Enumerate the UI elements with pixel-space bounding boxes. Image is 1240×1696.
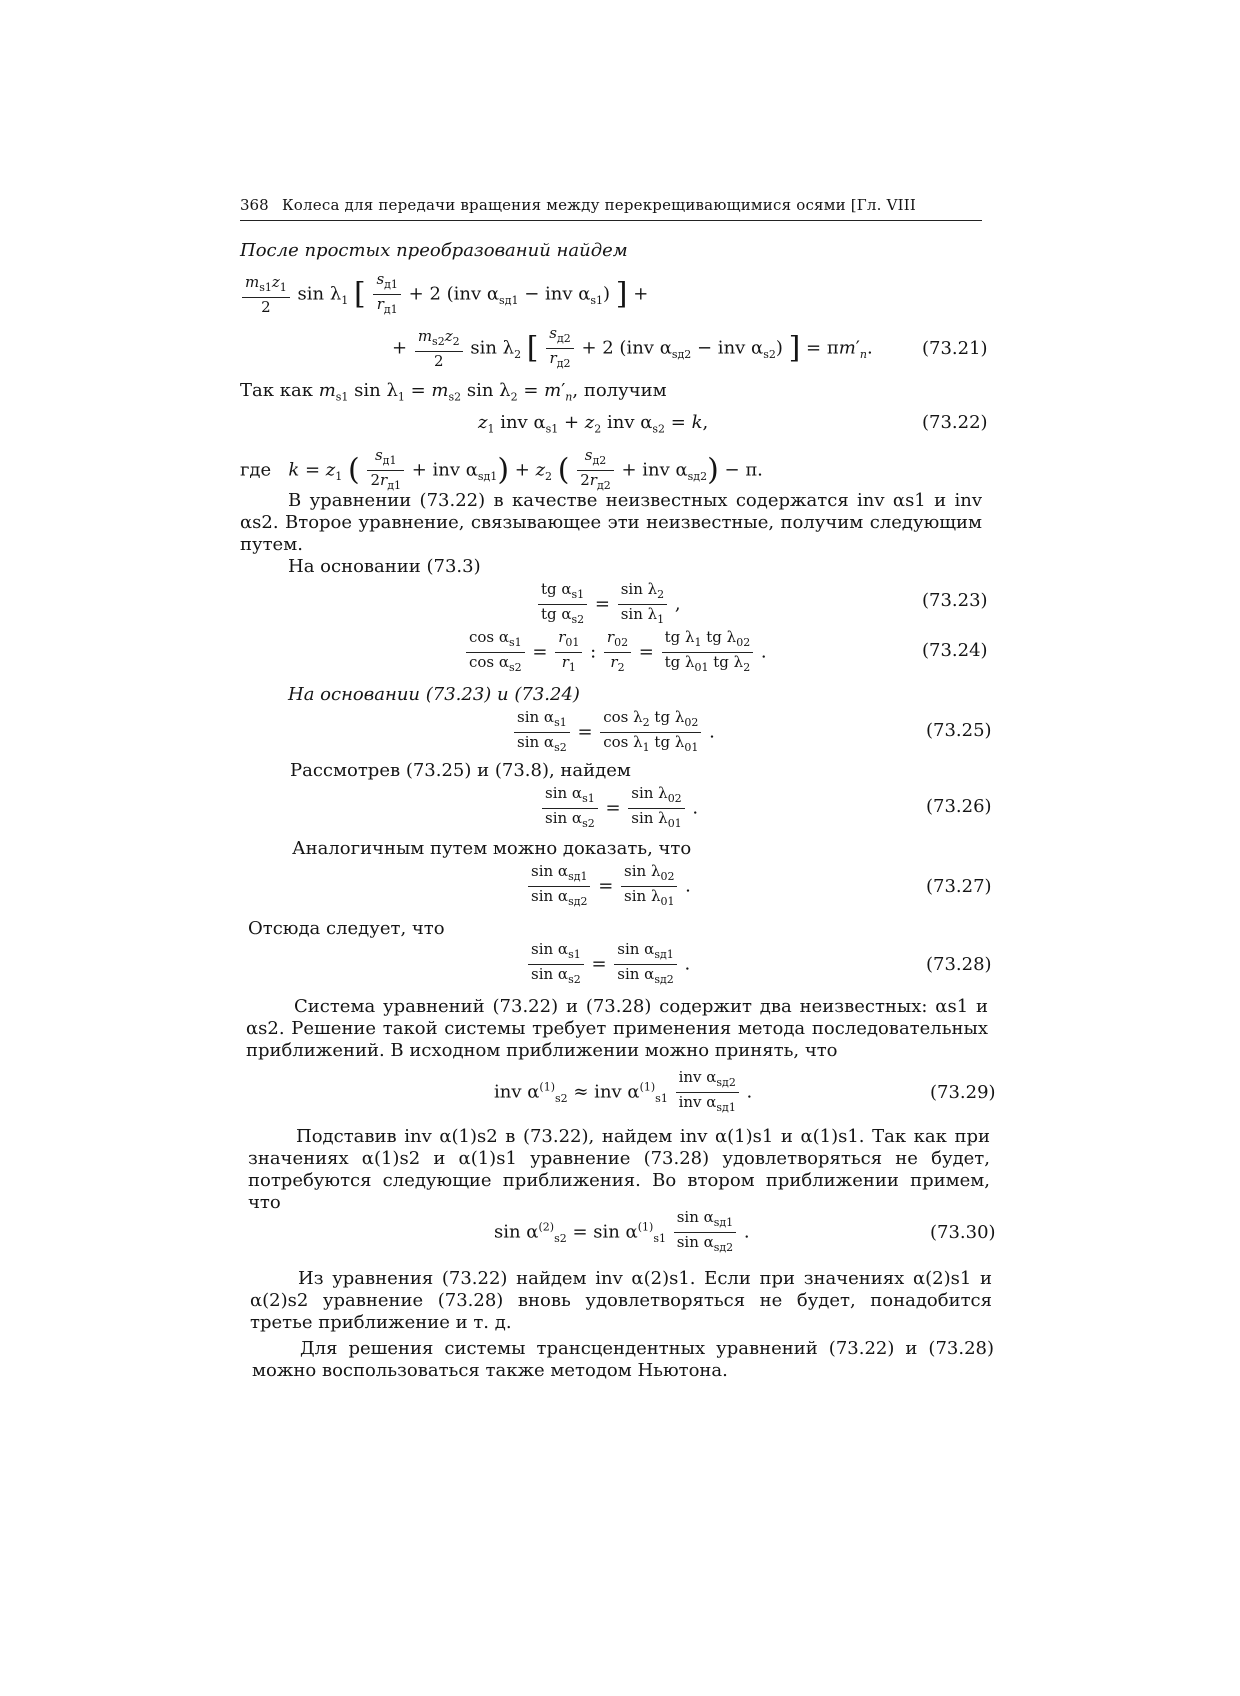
since-word: Так как: [240, 380, 313, 401]
running-title: Колеса для передачи вращения между перекрещивающимися осями [Гл. VIII: [282, 196, 916, 214]
paragraph-3: Подставив inv α(1)s2 в (73.22), найдем inv α(1)s1 и α(1)s1. Так как при значениях α(1)s2 и α(1)s1 уравнение (73.28) удовлетворяться не будет, потребуются следующие приближения. Во втором приближении примем, что: [248, 1126, 990, 1213]
equation-73-28: $\frac{\sin \alpha_{s1}}{\sin \alpha_{s2}}$ = $\frac{\sin \alpha_{sд1}}{\sin \alpha_{sд2}}$ .: [526, 940, 690, 989]
equation-number-73-25: (73.25): [926, 720, 992, 741]
equation-73-22: $z_1$ inv $\alpha_{s1} + z_2$ inv $\alpha_{s2} = k$,: [478, 412, 709, 436]
paragraph-5: Для решения системы трансцендентных уравнений (73.22) и (73.28) можно воспользоваться также методом Ньютона.: [252, 1338, 994, 1381]
equation-73-27: $\frac{\sin \alpha_{sд1}}{\sin \alpha_{sд2}}$ = $\frac{\sin \lambda_{02}}{\sin \lambda_{01}}$ .: [526, 862, 691, 911]
basis-1: На основании (73.3): [288, 556, 481, 577]
running-header: [240, 194, 982, 221]
equation-73-29: inv $\alpha^{(1)}_{s2}$ ≈ inv $\alpha^{(1)}_{s1}$ $\frac{inv \alpha_{sд2}}{inv \alpha_{sд1}}$ .: [494, 1068, 753, 1114]
hence-text: Отсюда следует, что: [248, 918, 445, 939]
equation-number-73-22: (73.22): [922, 412, 988, 433]
paragraph-2: Система уравнений (73.22) и (73.28) содержит два неизвестных: αs1 и αs2. Решение такой системы требует применения метода последовательных приближений. В исходном приближении можно принять, что: [246, 996, 988, 1061]
equation-73-26: $\frac{\sin \alpha_{s1}}{\sin \alpha_{s2}}$ = $\frac{\sin \lambda_{02}}{\sin \lambda_{01}}$ .: [540, 784, 698, 833]
paragraph-4: Из уравнения (73.22) найдем inv α(2)s1. Если при значениях α(2)s1 и α(2)s2 уравнение (73.28) вновь удовлетворяться не будет, понадобится третье приближение и т. д.: [250, 1268, 992, 1333]
equation-73-25: $\frac{\sin \alpha_{s1}}{\sin \alpha_{s2}}$ = $\frac{\cos \lambda_2 tg \lambda_{02}}{\cos \lambda_1 tg \lambda_{01}}$ .: [512, 708, 715, 757]
page-number: 368: [240, 196, 269, 214]
equation-73-30: $\sin \alpha^{(2)}_{s2} = \sin \alpha^{(1)}_{s1}$ $\frac{\sin \alpha_{sд1}}{\sin \alpha_{sд2}}$ .: [494, 1208, 750, 1254]
since-line: Так как $m_{s1}$ $\sin \lambda_1 = m_{s2}$ $\sin \lambda_2 = m'_n$, получим: [240, 380, 667, 404]
where-word: где: [240, 459, 272, 481]
similarly-text: Аналогичным путем можно доказать, что: [292, 838, 692, 859]
equation-number-73-27: (73.27): [926, 876, 992, 897]
basis-2: На основании (73.23) и (73.24): [288, 684, 580, 705]
intro-text: После простых преобразований найдем: [240, 240, 628, 261]
equation-number-73-21: (73.21): [922, 338, 988, 359]
equation-number-73-30: (73.30): [930, 1222, 996, 1243]
equation-number-73-24: (73.24): [922, 640, 988, 661]
equation-number-73-26: (73.26): [926, 796, 992, 817]
equation-73-21-line1: $\frac{m_{s1}z_1}{2}$ $\sin \lambda_1$ [ $\frac{s_{д1}}{r_{д1}}$ + 2 (inv $\alpha_{sд1}$ − inv $\alpha_{s1}$) ] +: [240, 270, 648, 319]
equation-number-73-23: (73.23): [922, 590, 988, 611]
equation-number-73-29: (73.29): [930, 1082, 996, 1103]
equation-73-23: $\frac{tg \alpha_{s1}}{tg \alpha_{s2}}$ = $\frac{\sin \lambda_2}{\sin \lambda_1}$ ,: [536, 580, 681, 629]
we-get-word: получим: [583, 380, 667, 401]
equation-73-21-line2: + $\frac{m_{s2}z_2}{2}$ $\sin \lambda_2$ [ $\frac{s_{д2}}{r_{д2}}$ + 2 (inv $\alpha_{sд2}$ − inv $\alpha_{s2}$) ] = $\pi m'_n$.: [392, 324, 873, 370]
considering-text: Рассмотрев (73.25) и (73.8), найдем: [290, 760, 631, 781]
equation-73-24: $\frac{\cos \alpha_{s1}}{\cos \alpha_{s2}}$ = $\frac{r_{01}}{r_1}$ : $\frac{r_{02}}{r_2}$ = $\frac{tg \lambda_1 tg \lambda_{02}}{tg \lambda_{01} tg \lambda_2}$ .: [464, 628, 767, 677]
k-definition: где $k = z_1$ ( $\frac{s_{д1}}{2r_{д1}}$ + inv $\alpha_{sд1}) + z_2$ ( $\frac{s_{д2}}{2r_{д2}}$ + inv $\alpha_{sд2}) - \pi$.: [240, 446, 763, 492]
paragraph-1: В уравнении (73.22) в качестве неизвестных содержатся inv αs1 и inv αs2. Второе уравнение, связывающее эти неизвестные, получим следующим путем.: [240, 490, 982, 555]
equation-number-73-28: (73.28): [926, 954, 992, 975]
